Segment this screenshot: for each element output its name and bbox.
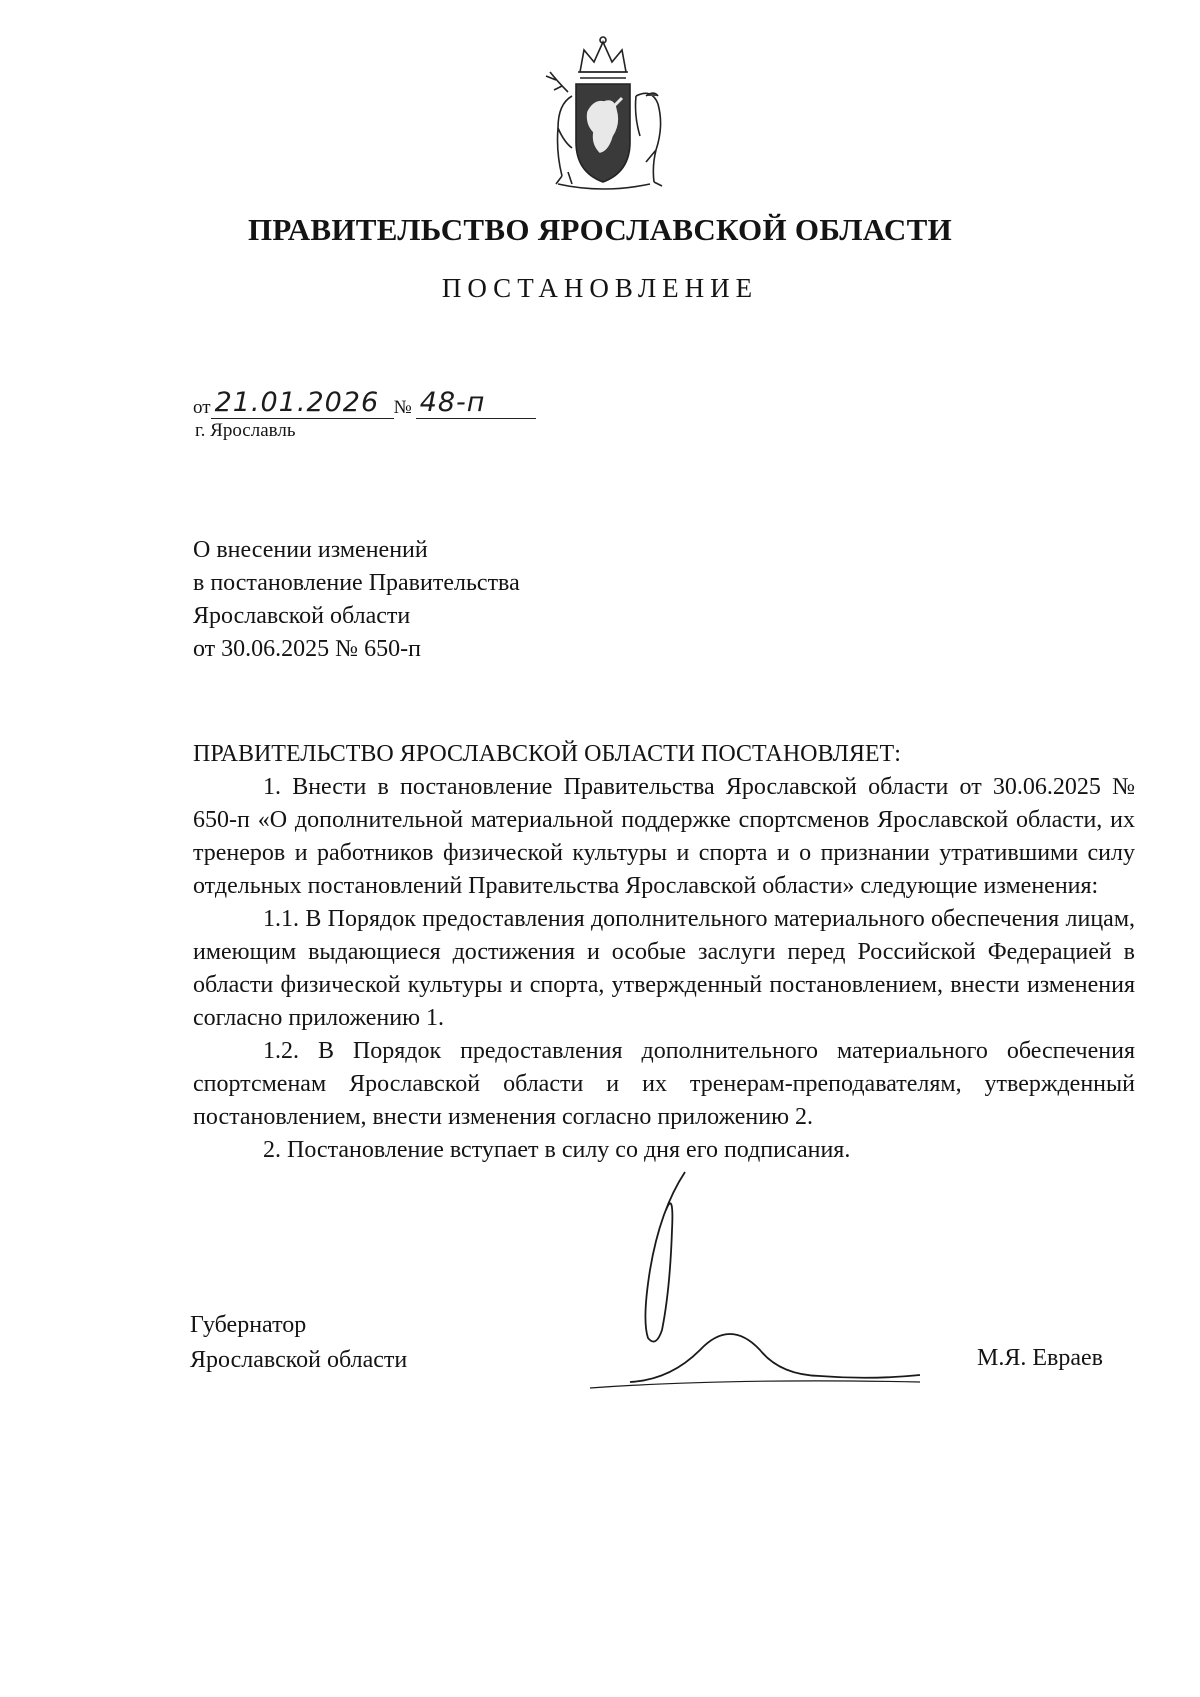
- position-line: Ярославской области: [190, 1347, 408, 1373]
- document-type: ПОСТАНОВЛЕНИЕ: [441, 273, 759, 303]
- decree-line: ПРАВИТЕЛЬСТВО ЯРОСЛАВСКОЙ ОБЛАСТИ ПОСТАНОВЛЯЕТ:: [193, 741, 901, 767]
- subject-block: [193, 534, 520, 666]
- handwritten-date: 21.01.2026: [211, 388, 394, 419]
- yaroslavl-coat-of-arms-icon: [528, 32, 678, 192]
- paragraph-1-2: 1.2. В Порядок предоставления дополнительного материального обеспечения спортсменам Ярославской области и их тренерам-преподавателям, утвержденный постановлением, внести изменения согласно приложению 2.: [193, 1038, 1135, 1130]
- city: г. Ярославль: [195, 420, 296, 441]
- subject-line: О внесении изменений: [193, 537, 428, 563]
- position-line: Губернатор: [190, 1312, 307, 1338]
- subject-line: от 30.06.2025 № 650-п: [193, 636, 421, 662]
- document-body: [193, 738, 1135, 1167]
- date-number-line: [193, 388, 536, 419]
- date-prefix: от: [193, 397, 211, 418]
- paragraph-1-1: 1.1. В Порядок предоставления дополнительного материального обеспечения лицам, имеющим выдающиеся достижения и особые заслуги перед Российской Федерацией в области физической культуры и спорта, утвержденный постановлением, внести изменения согласно приложению 1.: [193, 906, 1135, 1031]
- organization-name: ПРАВИТЕЛЬСТВО ЯРОСЛАВСКОЙ ОБЛАСТИ: [248, 212, 952, 247]
- subject-line: в постановление Правительства: [193, 570, 520, 596]
- paragraph-2: 2. Постановление вступает в силу со дня его подписания.: [263, 1137, 851, 1163]
- number-prefix: №: [393, 397, 412, 418]
- handwritten-number: 48-п: [416, 388, 536, 419]
- paragraph-1: 1. Внести в постановление Правительства Ярославской области от 30.06.2025 № 650-п «О дополнительной материальной поддержке спортсменов Ярославской области, их тренеров и работников физической культуры и спорта и о признании утратившими силу отдельных постановлений Правительства Ярославской области» следующие изменения:: [193, 774, 1135, 899]
- subject-line: Ярославской области: [193, 603, 411, 629]
- handwritten-signature: [590, 1170, 950, 1405]
- signatory-name: М.Я. Евраев: [977, 1345, 1103, 1371]
- signatory-position: [190, 1308, 407, 1378]
